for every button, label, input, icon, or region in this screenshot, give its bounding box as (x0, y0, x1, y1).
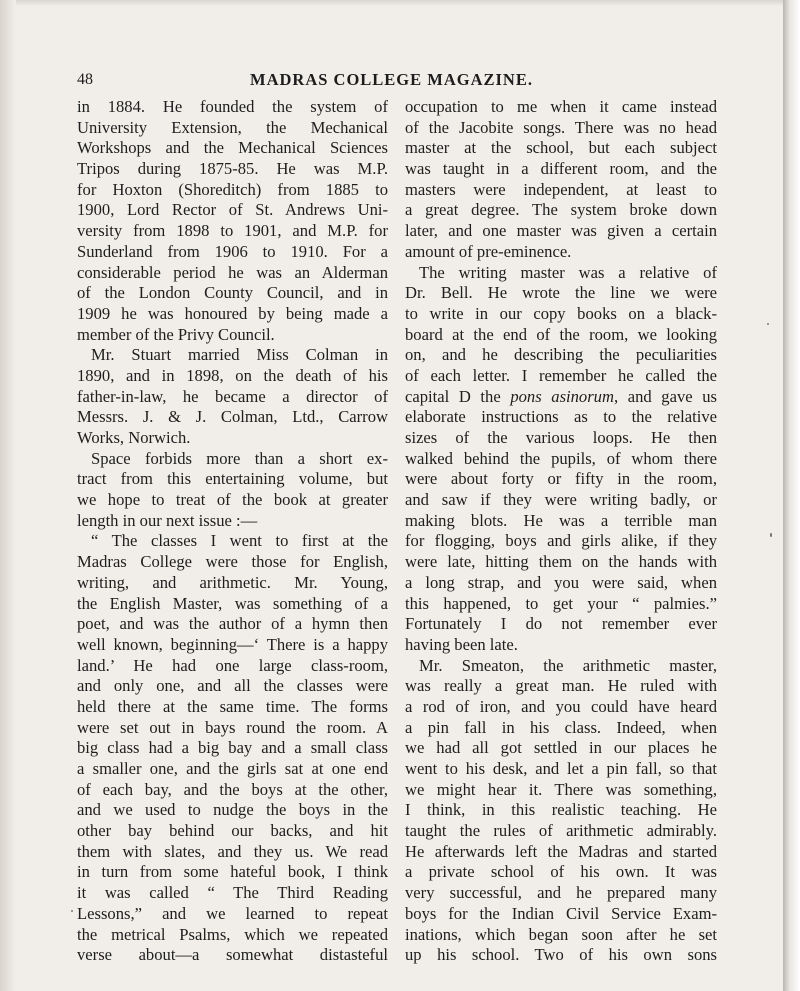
text-line: Workshops and the Mechanical Sciences (77, 138, 388, 158)
text-line: I think, in this realistic teaching. He (405, 800, 717, 820)
text-line: the English Master, was something of a (77, 593, 388, 613)
text-line: Lessons,” and we learned to repeat (77, 903, 388, 923)
text-line: we might hear it. There was something, (405, 779, 717, 799)
text-line: writing, and arithmetic. Mr. Young, (77, 572, 388, 592)
text-line: University Extension, the Mechanical (77, 117, 388, 137)
text-line: a great degree. The system broke down (405, 200, 717, 220)
text-line: Space forbids more than a short ex- (91, 448, 388, 468)
text-line: of each bay, and the boys at the other, (77, 779, 388, 799)
text-line: were late, hitting them on the hands with (405, 552, 717, 572)
text-line: to write in our copy books on a black- (405, 303, 717, 323)
text-line: taught the rules of arithmetic admirably. (405, 821, 717, 841)
right-text-column (405, 97, 717, 966)
text-line: Messrs. J. & J. Colman, Ltd., Carrow (77, 407, 388, 427)
text-line: versity from 1898 to 1901, and M.P. for (77, 221, 388, 241)
text-line: of the Jacobite songs. There was no head (405, 117, 717, 137)
text-line: verse about—a somewhat distasteful (77, 945, 388, 965)
text-line: having been late. (405, 634, 518, 654)
text-line: for Hoxton (Shoreditch) from 1885 to (77, 179, 388, 199)
text-line: and we used to nudge the boys in the (77, 800, 388, 820)
text-line: were about forty or fifty in the room, (405, 469, 717, 489)
text-line: this happened, to get your “ palmies.” (405, 593, 717, 613)
text-line: a pin fall in his class. Indeed, when (405, 717, 717, 737)
text-line: a private school of his own. It was (405, 862, 717, 882)
text-line: inations, which began soon after he set (405, 924, 717, 944)
paper-speck (770, 533, 772, 537)
text-line: 1890, and in 1898, on the death of his (77, 365, 388, 385)
text-line: Dr. Bell. He wrote the line we were (405, 283, 717, 303)
page-top-shadow (0, 0, 783, 6)
text-line: were set out in bays round the room. A (77, 717, 388, 737)
text-line: capital D the pons asinorum, and gave us (405, 386, 717, 406)
text-line: a smaller one, and the girls sat at one end (77, 759, 388, 778)
text-line: Mr. Stuart married Miss Colman in (91, 345, 388, 365)
text-line: occupation to me when it came instead (405, 97, 717, 116)
text-line: it was called “ The Third Reading (77, 883, 388, 903)
running-head-title: MADRAS COLLEGE MAGAZINE. (250, 70, 533, 89)
text-line: The writing master was a relative of (419, 262, 717, 282)
text-line: later, and one master was given a certain (405, 221, 717, 241)
paper-speck (767, 323, 769, 325)
text-line: considerable period he was an Alderman (77, 262, 388, 282)
text-line: master at the school, but each subject (405, 138, 717, 158)
text-line: masters were independent, at least to (405, 179, 717, 199)
text-line: Mr. Smeaton, the arithmetic master, (419, 655, 717, 675)
text-line: and only one, and all the classes were (77, 676, 388, 696)
text-line: was taught in a different room, and the (405, 159, 717, 179)
text-line: Madras College were those for English, (77, 552, 388, 572)
text-line: board at the end of the room, we looking (405, 324, 717, 344)
text-line: 1900, Lord Rector of St. Andrews Uni- (77, 200, 388, 220)
text-line: He afterwards left the Madras and started (405, 841, 717, 861)
text-line: length in our next issue :— (77, 510, 258, 530)
text-line: big class had a big bay and a small class (77, 738, 388, 758)
text-line: of the London County Council, and in (77, 283, 388, 303)
text-line: in 1884. He founded the system of (77, 97, 388, 116)
text-line: other bay behind our backs, and hit (77, 821, 388, 841)
page-right-edge (783, 0, 800, 991)
text-line: a long strap, and you were said, when (405, 572, 717, 592)
text-line: for flogging, boys and girls alike, if they (405, 531, 717, 551)
text-line: was really a great man. He ruled with (405, 676, 717, 696)
text-line: boys for the Indian Civil Service Exam- (405, 903, 717, 923)
text-line: on, and he describing the peculiarities (405, 345, 717, 365)
text-line: we had all got settled in our places he (405, 738, 717, 758)
paper-speck (71, 910, 73, 912)
text-line: of each letter. I remember he called the (405, 365, 717, 385)
binding-shadow (0, 0, 16, 991)
text-line: member of the Privy Council. (77, 324, 275, 344)
page-number: 48 (77, 71, 93, 88)
text-line: Works, Norwich. (77, 428, 191, 447)
text-line: elaborate instructions as to the relative (405, 407, 717, 427)
left-text-column (77, 97, 388, 966)
text-line: up his school. Two of his own sons (405, 945, 717, 965)
text-line: the metrical Psalms, which we repeated (77, 924, 388, 944)
text-line: held there at the same time. The forms (77, 696, 388, 716)
text-line: tract from this entertaining volume, but (77, 469, 388, 489)
text-line: them with slates, and they us. We read (77, 841, 388, 861)
text-line: father-in-law, he became a director of (77, 386, 388, 406)
text-line: well known, beginning—‘ There is a happy (77, 634, 388, 654)
text-line: making blots. He was a terrible man (405, 510, 717, 530)
text-line: walked behind the pupils, of whom there (405, 448, 717, 468)
text-line: “ The classes I went to first at the (91, 531, 388, 551)
text-line: we hope to treat of the book at greater (77, 490, 388, 510)
text-line: a rod of iron, and you could have heard (405, 696, 717, 716)
text-line: amount of pre-eminence. (405, 241, 572, 261)
text-line: sizes of the various loops. He then (405, 428, 717, 447)
text-line: poet, and was the author of a hymn then (77, 614, 388, 634)
text-line: and saw if they were writing badly, or (405, 490, 717, 510)
text-line: Fortunately I do not remember ever (405, 614, 717, 634)
text-line: very successful, and he prepared many (405, 883, 717, 903)
text-line: went to his desk, and let a pin fall, so that (405, 759, 717, 778)
text-line: in turn from some hateful book, I think (77, 862, 388, 882)
text-line: 1909 he was honoured by being made a (77, 303, 388, 323)
text-line: Tripos during 1875-85. He was M.P. (77, 159, 388, 179)
text-line: land.’ He had one large class-room, (77, 655, 388, 675)
text-line: Sunderland from 1906 to 1910. For a (77, 241, 388, 261)
